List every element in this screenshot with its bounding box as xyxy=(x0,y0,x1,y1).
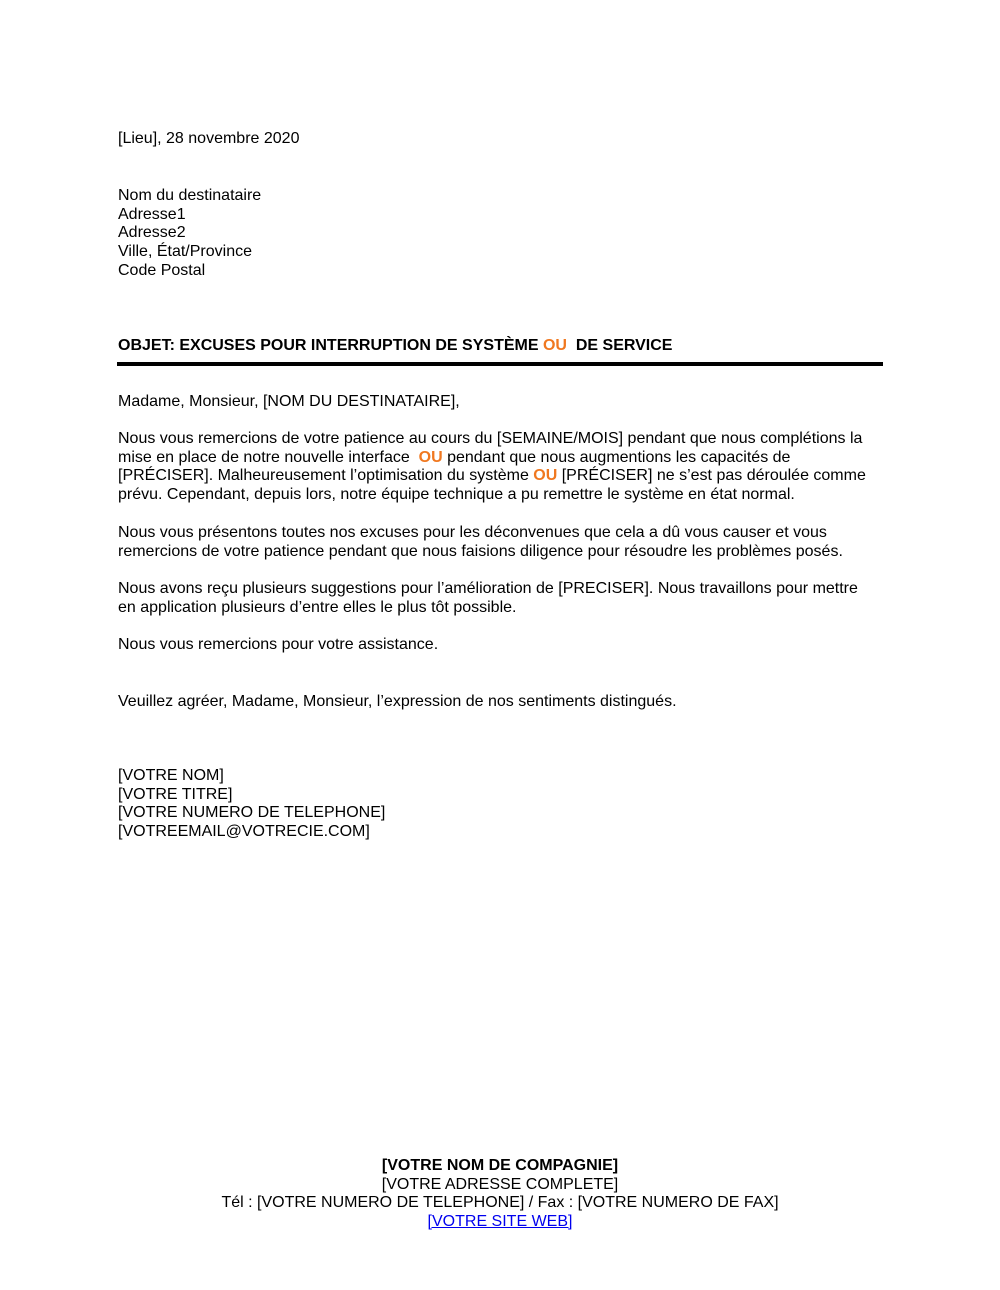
recipient-address xyxy=(118,187,884,281)
paragraph-3-line-2: en application plusieurs d’entre elles le plus tôt possible. xyxy=(118,598,517,616)
paragraph-3-line-1: Nous avons reçu plusieurs suggestions pour l’amélioration de [PRECISER]. Nous travaillons pour mettre xyxy=(118,580,858,597)
paragraph-1-line-3-text-a: [PRÉCISER]. Malheureusement l’optimisation du système xyxy=(118,467,534,485)
paragraph-1-or-2: OU xyxy=(533,467,558,485)
signature-phone: [VOTRE NUMERO DE TELEPHONE] xyxy=(118,804,386,822)
paragraph-1-line-2-text-a: mise en place de notre nouvelle interface xyxy=(118,448,419,466)
subject-or: OU xyxy=(542,337,567,354)
recipient-address2: Adresse2 xyxy=(118,224,186,242)
subject-line xyxy=(118,336,672,355)
subject-prefix: OBJET: EXCUSES POUR INTERRUPTION DE SYSTÈME xyxy=(118,337,543,354)
paragraph-4 xyxy=(118,636,884,655)
paragraph-4-text: Nous vous remercions pour votre assistance. xyxy=(118,636,439,653)
paragraph-1-line-3-text-b: [PRÉCISER] ne s’est pas déroulée comme xyxy=(557,467,866,485)
paragraph-1-line-3 xyxy=(118,467,884,486)
paragraph-1-line-4: prévu. Cependant, depuis lors, notre équipe technique a pu remettre le système en état normal. xyxy=(118,486,795,504)
recipient-postal-code: Code Postal xyxy=(118,261,206,279)
subject-suffix: DE SERVICE xyxy=(566,337,673,354)
signature-email: [VOTREEMAIL@VOTRECIE.COM] xyxy=(118,823,370,841)
signature-name: [VOTRE NOM] xyxy=(118,767,224,784)
paragraph-3 xyxy=(118,580,884,617)
salutation xyxy=(118,393,884,412)
paragraph-1-line-2 xyxy=(118,449,884,468)
recipient-name: Nom du destinataire xyxy=(118,187,262,204)
signature-block xyxy=(118,767,884,842)
footer-contact: Tél : [VOTRE NUMERO DE TELEPHONE] / Fax : [VOTRE NUMERO DE FAX] xyxy=(221,1194,779,1211)
salutation-text: Madame, Monsieur, [NOM DU DESTINATAIRE], xyxy=(118,393,460,410)
recipient-city-state: Ville, État/Province xyxy=(118,243,252,261)
footer-company-name: [VOTRE NOM DE COMPAGNIE] xyxy=(381,1157,619,1174)
closing-text: Veuillez agréer, Madame, Monsieur, l’expression de nos sentiments distingués. xyxy=(118,693,677,710)
company-footer xyxy=(0,1157,1000,1231)
recipient-address1: Adresse1 xyxy=(118,205,186,223)
footer-address: [VOTRE ADRESSE COMPLETE] xyxy=(381,1175,619,1193)
paragraph-1 xyxy=(118,430,884,505)
paragraph-2-line-2: remercions de votre patience pendant que nous faisions diligence pour résoudre les problèmes posés. xyxy=(118,542,843,560)
paragraph-1-line-1: Nous vous remercions de votre patience au cours du [SEMAINE/MOIS] pendant que nous complétions la xyxy=(118,430,863,447)
paragraph-2 xyxy=(118,524,884,561)
date-line xyxy=(118,130,884,149)
footer-website-link[interactable]: [VOTRE SITE WEB] xyxy=(427,1212,573,1230)
paragraph-2-line-1: Nous vous présentons toutes nos excuses pour les déconvenues que cela a dû vous causer et vous xyxy=(118,524,827,541)
paragraph-1-line-2-text-b: pendant que nous augmentions les capacités de xyxy=(442,448,791,466)
subject-divider xyxy=(117,362,883,366)
signature-title: [VOTRE TITRE] xyxy=(118,785,233,803)
date-text: [Lieu], 28 novembre 2020 xyxy=(118,130,300,147)
closing xyxy=(118,693,884,712)
paragraph-1-or-1: OU xyxy=(418,448,443,466)
